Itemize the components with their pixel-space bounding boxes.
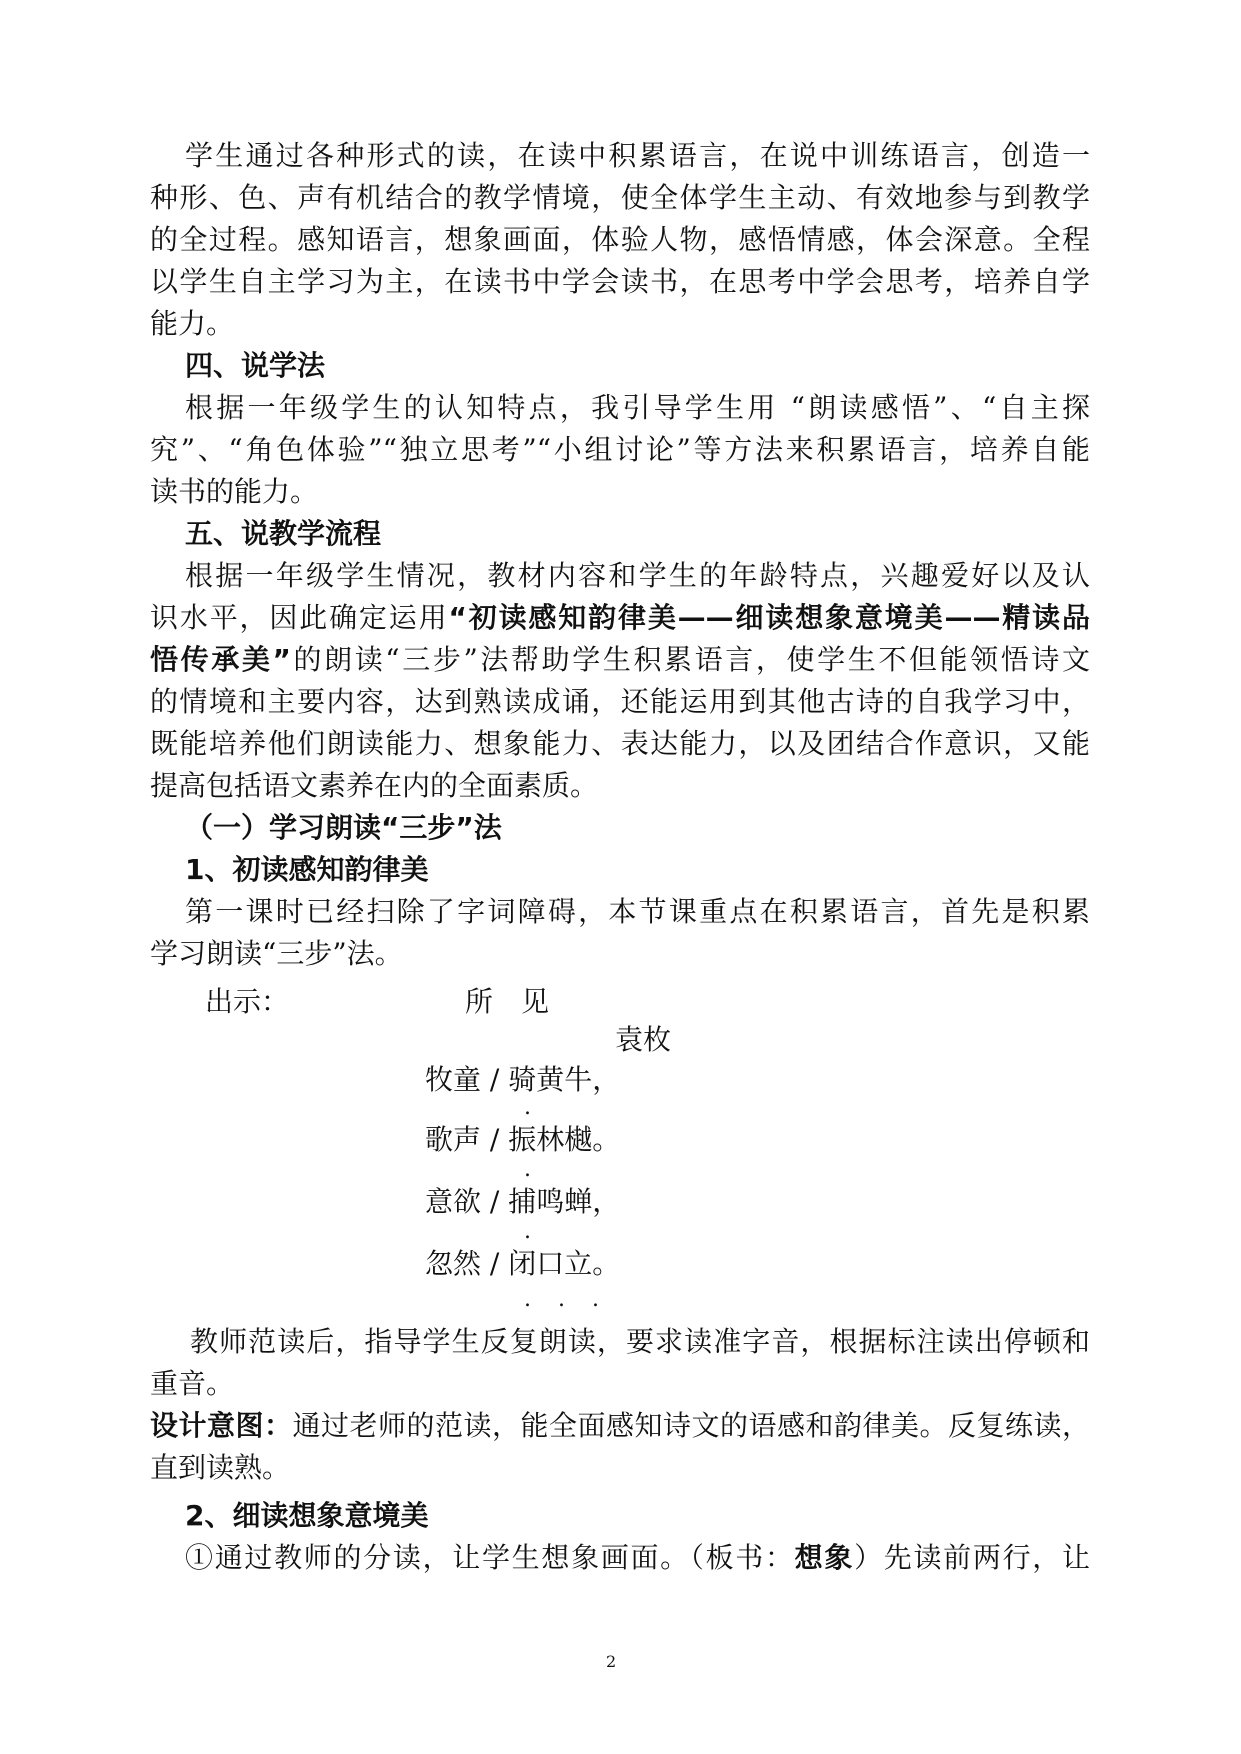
paragraph-text: 识水平，因此确定运用 (150, 601, 449, 634)
emphasis-text: 悟传承美” (150, 643, 291, 676)
design-intent-line: 直到读熟。 (150, 1451, 291, 1484)
emphasis-text: 想象 (794, 1541, 855, 1574)
show-label: 出示： (205, 985, 290, 1018)
section-heading: 四、说学法 (185, 349, 326, 382)
section-heading: 五、说教学流程 (185, 517, 382, 550)
paragraph-line (150, 640, 1090, 680)
paragraph-line (150, 598, 1090, 638)
paragraph-line: 读书的能力。 (150, 475, 319, 508)
subsection-heading: 1、初读感知韵律美 (185, 853, 429, 886)
paragraph-line: 究”、“角色体验”“独立思考”“小组讨论”等方法来积累语言，培养自能 (150, 433, 1090, 466)
paragraph-line: 以学生自主学习为主，在读书中学会读书，在思考中学会思考，培养自学 (150, 265, 1090, 298)
paragraph-text: ）先读前两行，让 (854, 1541, 1090, 1574)
design-intent-text: 通过老师的范读，能全面感知诗文的语感和韵律美。反复练读， (292, 1409, 1090, 1442)
paragraph-line: 的情境和主要内容，达到熟读成诵，还能运用到其他古诗的自我学习中， (150, 685, 1090, 718)
paragraph-line: 学习朗读“三步”法。 (150, 937, 403, 970)
poem-line: 牧童 / 骑黄牛， (425, 1063, 621, 1096)
stress-mark: . . . (524, 1287, 609, 1312)
stress-mark: . (524, 1157, 531, 1182)
paragraph-text: 的朗读“三步”法帮助学生积累语言，使学生不但能领悟诗文 (290, 643, 1090, 676)
poem-author: 袁枚 (615, 1023, 672, 1056)
paragraph-line: 根据一年级学生情况，教材内容和学生的年龄特点，兴趣爱好以及认 (185, 559, 1090, 592)
stress-mark: . (524, 1219, 531, 1244)
paragraph-text: ①通过教师的分读，让学生想象画面。（板书： (185, 1541, 795, 1574)
poem-line: 意欲 / 捕鸣蝉， (425, 1185, 621, 1218)
paragraph-line: 提高包括语文素养在内的全面素质。 (150, 769, 599, 802)
poem-title: 所 见 (465, 985, 550, 1018)
paragraph-line (185, 1538, 1090, 1578)
page-number: 2 (606, 1652, 617, 1671)
design-intent-line (150, 1406, 1090, 1446)
poem-line: 歌声 / 振林樾。 (425, 1123, 621, 1156)
paragraph-line: 既能培养他们朗读能力、想象能力、表达能力，以及团结合作意识，又能 (150, 727, 1090, 760)
paragraph-line: 第一课时已经扫除了字词障碍，本节课重点在积累语言，首先是积累 (185, 895, 1090, 928)
poem-line: 忽然 / 闭口立。 (425, 1247, 621, 1280)
paragraph-line: 学生通过各种形式的读，在读中积累语言，在说中训练语言，创造一 (185, 139, 1090, 172)
paragraph-line: 教师范读后，指导学生反复朗读，要求读准字音，根据标注读出停顿和 (190, 1325, 1090, 1358)
paragraph-line: 重音。 (150, 1367, 235, 1400)
paragraph-line: 根据一年级学生的认知特点，我引导学生用 “朗读感悟”、“自主探 (185, 391, 1090, 424)
paragraph-line: 能力。 (150, 307, 235, 340)
paragraph-line: 的全过程。感知语言，想象画面，体验人物，感悟情感，体会深意。全程 (150, 223, 1090, 256)
paragraph-line: 种形、色、声有机结合的教学情境，使全体学生主动、有效地参与到教学 (150, 181, 1090, 214)
subsection-heading: （一）学习朗读“三步”法 (185, 811, 502, 844)
subsection-heading: 2、细读想象意境美 (185, 1499, 429, 1532)
stress-mark: . (524, 1095, 531, 1120)
emphasis-text: “初读感知韵律美——细读想象意境美——精读品 (448, 601, 1090, 634)
design-intent-label: 设计意图： (150, 1409, 293, 1442)
